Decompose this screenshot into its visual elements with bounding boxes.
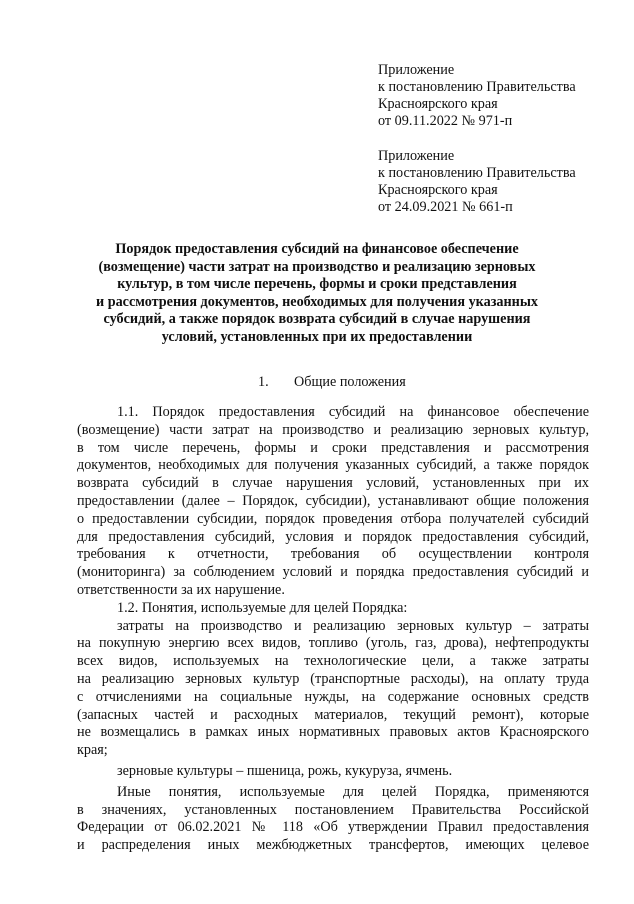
- paragraph-line: требования к отчетности, требования об осуществлении контроля: [77, 546, 589, 563]
- paragraph-line: для предоставления субсидий, условия и порядок предоставления субсидий,: [77, 528, 589, 545]
- title-line: (возмещение) части затрат на производство и реализацию зерновых: [98, 258, 536, 275]
- paragraph-line: затраты на производство и реализацию зерновых культур – затраты: [117, 617, 589, 634]
- appendix-line: Приложение: [378, 62, 455, 78]
- appendix-line: от 24.09.2021 № 661-п: [378, 199, 513, 215]
- paragraph-line: предоставлении (далее – Порядок, субсидии), устанавливают общие положения: [77, 492, 589, 509]
- paragraph-line: возврата субсидий в случае нарушения условий, установленных при их: [77, 475, 589, 492]
- title-line: условий, установленных при их предоставлении: [161, 328, 473, 345]
- section-title: Общие положения: [294, 374, 406, 390]
- paragraph-line: документов, необходимых для получения указанных субсидий, а также порядок: [77, 457, 589, 474]
- title-line: субсидий, а также порядок возврата субсидий в случае нарушения: [103, 311, 531, 328]
- appendix-header-original: [378, 148, 618, 216]
- paragraph-line: на реализацию зерновых культур (транспортные расходы), на оплату труда: [77, 670, 589, 687]
- paragraph-line: края;: [77, 742, 108, 759]
- appendix-line: от 09.11.2022 № 971-п: [378, 113, 513, 129]
- paragraph-line: с отчислениями на социальные нужды, на содержание основных средств: [77, 688, 589, 705]
- paragraph-line: ответственности за их нарушение.: [77, 581, 285, 598]
- document-body: [77, 404, 589, 855]
- paragraph-line: (запасных частей и расходных материалов, текущий ремонт), которые: [77, 706, 589, 723]
- title-line: и рассмотрения документов, необходимых для получения указанных: [95, 293, 539, 310]
- paragraph-line: 1.2. Понятия, используемые для целей Порядка:: [117, 599, 408, 616]
- appendix-line: Приложение: [378, 148, 455, 164]
- title-line: культур, в том числе перечень, формы и сроки представления: [117, 276, 517, 293]
- appendix-line: к постановлению Правительства: [378, 165, 576, 181]
- paragraph-line: не возмещались в рамках иных нормативных правовых актов Красноярского: [77, 724, 589, 741]
- document-title: [76, 241, 558, 347]
- paragraph-line: на покупную энергию всех видов, топливо (уголь, газ, дрова), нефтепродукты: [77, 635, 589, 652]
- paragraph-line: Иные понятия, используемые для целей Порядка, применяются: [117, 783, 589, 800]
- section-number: 1.: [258, 374, 269, 390]
- paragraph-line: зерновые культуры – пшеница, рожь, кукуруза, ячмень.: [117, 762, 453, 779]
- title-line: Порядок предоставления субсидий на финансовое обеспечение: [115, 241, 519, 257]
- appendix-line: Красноярского края: [378, 182, 498, 198]
- paragraph-line: (мониторинга) за соблюдением условий и порядка предоставления субсидий и: [77, 564, 589, 581]
- paragraph-line: Федерации от 06.02.2021 № 118 «Об утверждении Правил предоставления: [77, 819, 589, 836]
- paragraph-line: всех видов, используемых на технологические цели, а также затраты: [77, 653, 589, 670]
- appendix-header-current: [378, 62, 618, 130]
- paragraph-line: в том числе перечень, формы и сроки представления и рассмотрения: [77, 439, 589, 456]
- appendix-line: Красноярского края: [378, 96, 498, 112]
- paragraph-line: о предоставлении субсидии, порядок проведения отбора получателей субсидий: [77, 510, 589, 527]
- paragraph-line: (возмещение) части затрат на производство и реализацию зерновых культур,: [77, 421, 589, 438]
- paragraph-line: и распределения иных межбюджетных трансфертов, имеющих целевое: [77, 837, 589, 854]
- appendix-line: к постановлению Правительства: [378, 79, 576, 95]
- paragraph-line: в значениях, установленных постановлением Правительства Российской: [77, 801, 589, 818]
- paragraph-line: 1.1. Порядок предоставления субсидий на финансовое обеспечение: [117, 404, 589, 420]
